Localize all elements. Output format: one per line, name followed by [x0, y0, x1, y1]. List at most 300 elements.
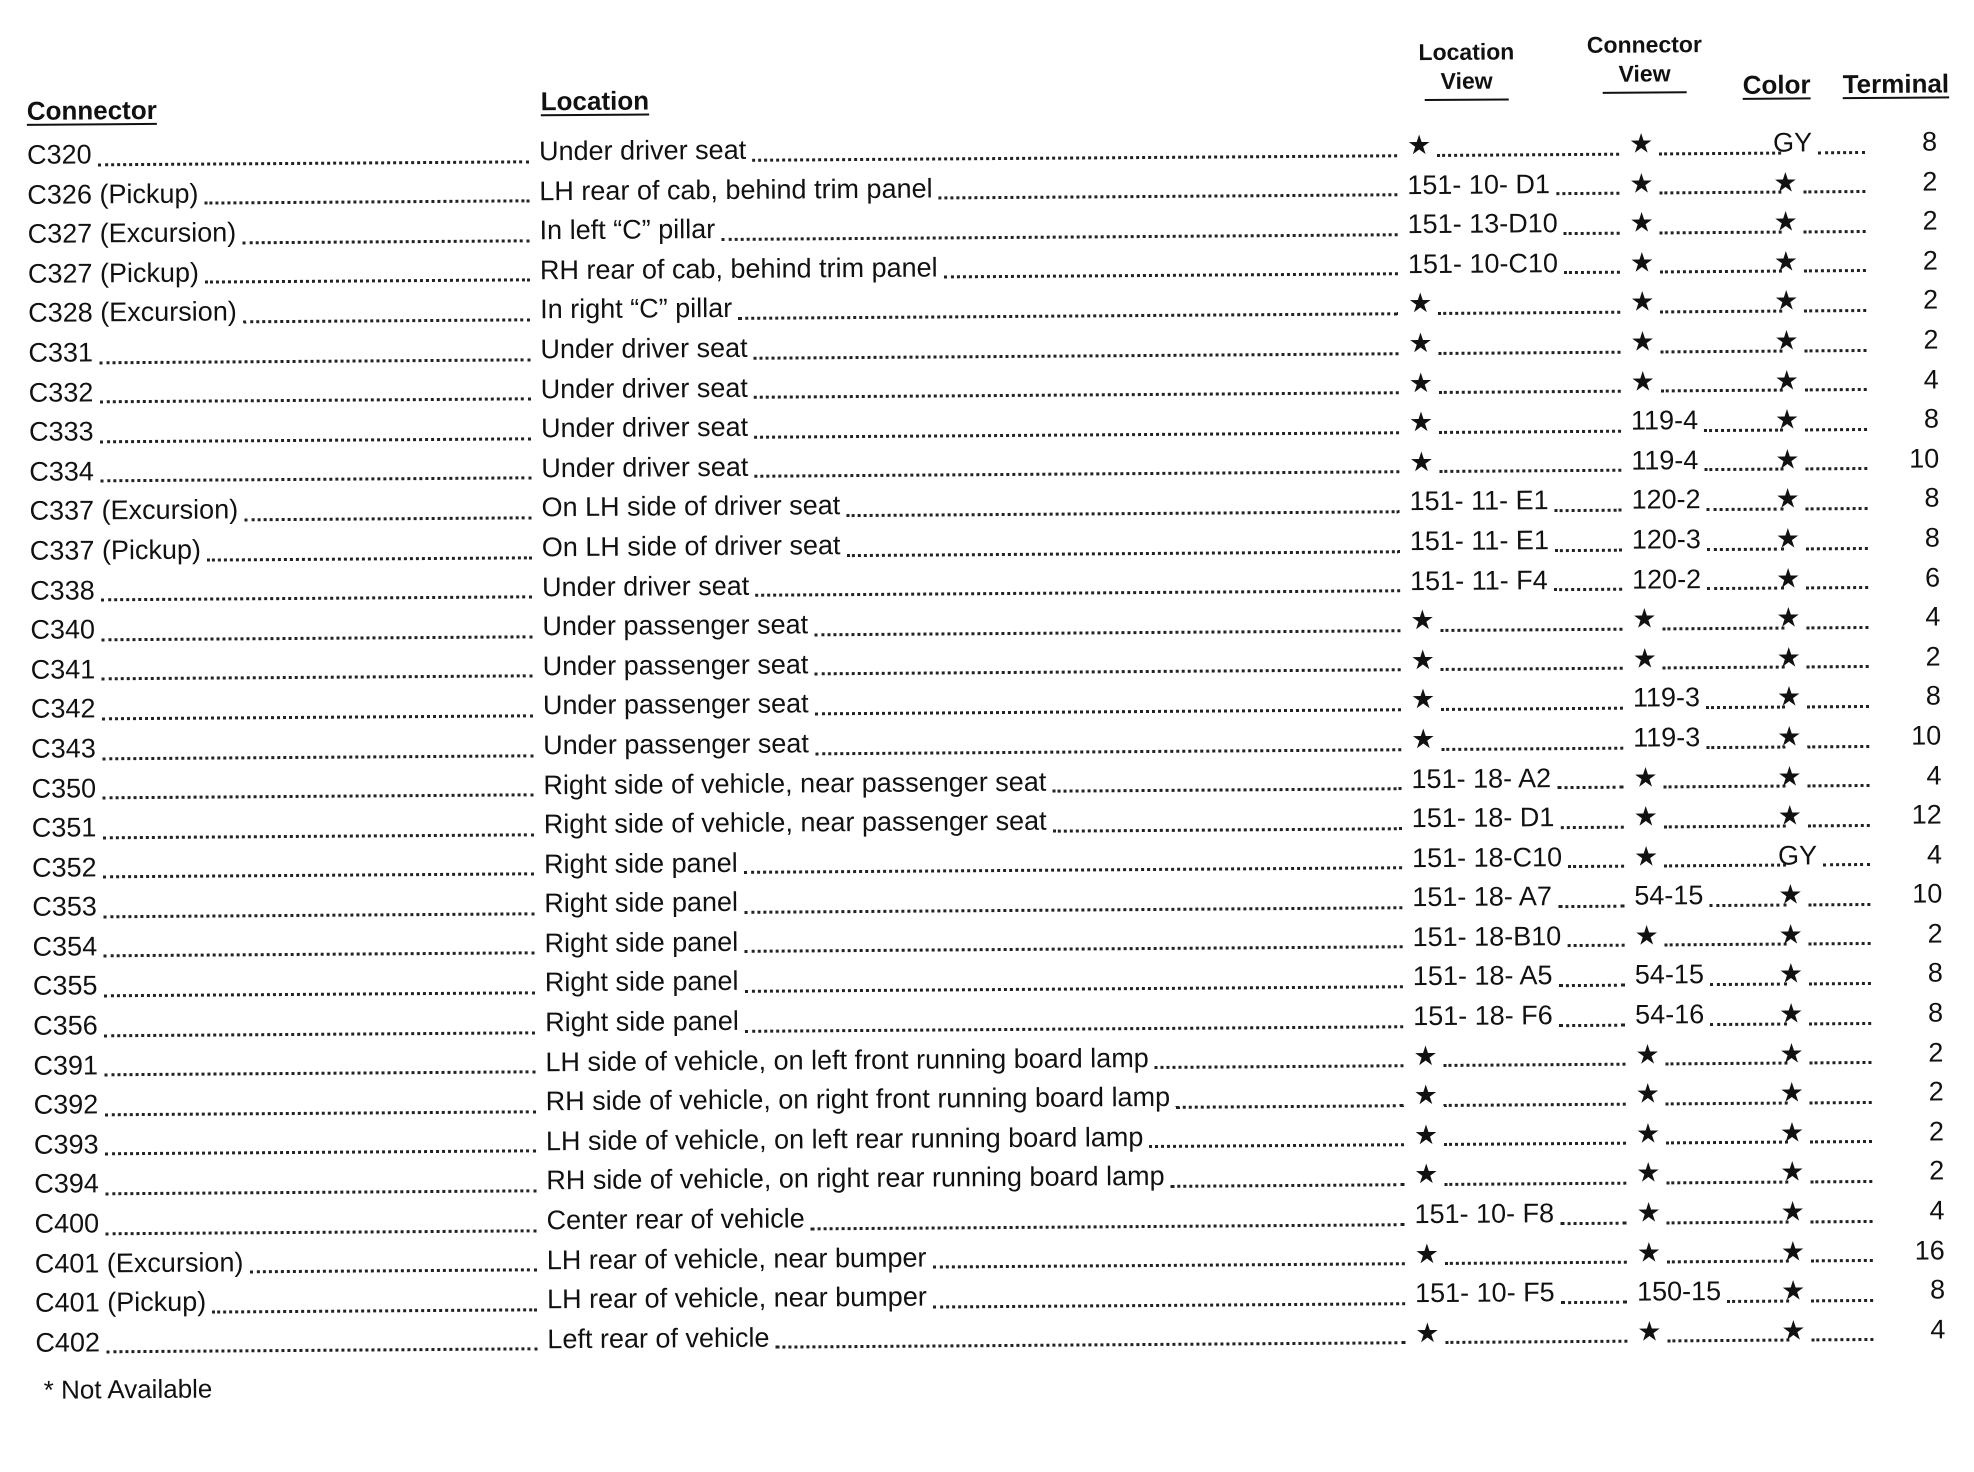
terminal-cell-text: 16 — [1914, 1235, 1945, 1266]
dot-leader — [1818, 139, 1865, 154]
dot-leader — [1437, 140, 1619, 156]
connector-cell — [35, 1241, 545, 1284]
location-cell-text: LH side of vehicle, on left rear running board lamp — [545, 1121, 1144, 1157]
location-cell — [544, 799, 1410, 845]
connector-view-cell-text: 119-3 — [1632, 682, 1701, 713]
location-view-cell — [1407, 204, 1627, 245]
dot-leader — [1661, 337, 1783, 353]
connector-cell — [29, 370, 539, 413]
dot-leader — [1663, 654, 1785, 670]
location-view-cell-text: 151- 18- A5 — [1412, 960, 1553, 992]
location-view-cell-text: 151- 13-D10 — [1407, 208, 1558, 240]
location-cell-text: Right side panel — [544, 887, 739, 919]
dot-leader — [775, 1330, 1405, 1349]
dot-leader — [754, 379, 1399, 399]
dot-leader — [1805, 416, 1867, 431]
connector-cell-text: C338 — [30, 574, 95, 606]
dot-leader — [103, 940, 535, 958]
color-cell — [1774, 242, 1874, 282]
color-cell — [1781, 1232, 1881, 1272]
color-cell — [1779, 954, 1879, 994]
dot-leader — [1810, 1168, 1872, 1183]
dot-leader — [815, 736, 1401, 755]
color-cell — [1775, 360, 1875, 400]
connector-cell — [29, 449, 539, 492]
connector-view-cell-text: ★ — [1633, 801, 1659, 832]
location-cell — [544, 918, 1410, 964]
dot-leader — [814, 617, 1400, 636]
connector-view-cell — [1631, 480, 1791, 521]
connector-view-cell — [1633, 638, 1793, 679]
color-cell-text: ★ — [1778, 879, 1803, 910]
dot-leader — [1707, 535, 1784, 551]
terminal-cell-text: 6 — [1924, 562, 1941, 593]
terminal-cell — [1877, 202, 1937, 242]
header-color: Color — [1742, 69, 1811, 100]
connector-cell — [27, 132, 537, 175]
connector-view-cell — [1637, 1272, 1797, 1313]
location-cell-text: Under driver seat — [538, 134, 747, 167]
dot-leader — [98, 148, 530, 166]
dot-leader — [1660, 218, 1782, 234]
dot-leader — [1805, 376, 1867, 391]
location-cell — [546, 1076, 1412, 1122]
dot-leader — [1438, 299, 1620, 315]
dot-leader — [1807, 653, 1869, 668]
dot-leader — [212, 1296, 537, 1313]
dot-leader — [752, 142, 1397, 162]
connector-cell-text: C350 — [31, 772, 97, 804]
dot-leader — [1560, 813, 1624, 828]
terminal-cell — [1879, 479, 1939, 519]
connector-cell — [29, 409, 539, 452]
color-cell-text: ★ — [1773, 246, 1799, 277]
location-view-cell — [1411, 679, 1631, 720]
location-cell — [547, 1314, 1413, 1360]
terminal-cell — [1883, 1033, 1943, 1073]
connector-cell-text: C354 — [32, 931, 98, 962]
terminal-cell — [1879, 360, 1939, 400]
location-view-cell-text: 151- 11- E1 — [1409, 485, 1549, 517]
location-view-cell-text: ★ — [1408, 288, 1433, 319]
header-location-view-line1: Location — [1418, 38, 1515, 66]
terminal-cell — [1880, 598, 1940, 638]
dot-leader — [1053, 815, 1402, 832]
color-cell-text: ★ — [1775, 562, 1801, 594]
color-cell-text: ★ — [1780, 1236, 1806, 1267]
location-cell — [547, 1235, 1413, 1281]
dot-leader — [1666, 1050, 1788, 1066]
connector-cell-text: C337 (Pickup) — [29, 534, 202, 566]
connector-cell — [34, 1122, 544, 1165]
location-cell — [541, 403, 1407, 449]
location-view-cell-text: ★ — [1406, 130, 1432, 161]
dot-leader — [744, 973, 1402, 993]
connector-view-cell-text: ★ — [1635, 1118, 1661, 1149]
color-cell — [1776, 519, 1876, 559]
terminal-cell — [1885, 1231, 1945, 1271]
connector-view-cell — [1634, 797, 1794, 838]
connector-view-cell — [1629, 124, 1789, 165]
dot-leader — [205, 267, 530, 284]
dot-leader — [1660, 179, 1782, 195]
location-view-cell-text: ★ — [1410, 684, 1436, 715]
terminal-cell — [1881, 677, 1941, 717]
connector-cell-text: C327 (Pickup) — [27, 257, 200, 289]
location-view-cell — [1409, 362, 1629, 403]
dot-leader — [1810, 1089, 1872, 1104]
color-cell-text: ★ — [1774, 285, 1799, 316]
location-cell-text: In left “C” pillar — [539, 214, 716, 246]
connector-view-cell-text: ★ — [1633, 841, 1659, 872]
dot-leader — [1807, 732, 1869, 747]
location-view-cell-text: ★ — [1411, 723, 1436, 755]
dot-leader — [1664, 852, 1786, 868]
connector-cell-text: C332 — [28, 376, 94, 408]
connector-view-cell-text: 150-15 — [1636, 1276, 1722, 1307]
location-cell-text: In right “C” pillar — [540, 293, 733, 325]
connector-view-cell-text: ★ — [1629, 247, 1655, 278]
dot-leader — [738, 300, 1398, 320]
color-cell — [1775, 479, 1875, 519]
dot-leader — [846, 538, 1399, 557]
location-view-cell — [1408, 323, 1628, 364]
dot-leader — [1805, 455, 1867, 470]
color-cell — [1779, 994, 1879, 1034]
color-cell-text: ★ — [1779, 998, 1804, 1029]
connector-view-cell-text: 119-3 — [1633, 722, 1701, 753]
terminal-cell — [1882, 875, 1942, 915]
dot-leader — [1564, 219, 1620, 234]
location-view-cell — [1414, 1114, 1634, 1155]
color-cell-text: ★ — [1774, 325, 1799, 356]
connector-view-cell-text: 120-2 — [1631, 563, 1702, 595]
connector-cell-text: C327 (Excursion) — [27, 217, 237, 249]
dot-leader — [101, 702, 533, 720]
location-view-cell-text: ★ — [1410, 605, 1435, 636]
dot-leader — [1704, 416, 1783, 432]
location-cell-text: On LH side of driver seat — [541, 490, 841, 523]
connector-view-cell-text: ★ — [1629, 168, 1654, 199]
location-cell-text: Under driver seat — [540, 411, 749, 444]
connector-view-cell-text: 54-15 — [1634, 959, 1705, 991]
dot-leader — [1804, 218, 1866, 233]
connector-cell-text: C391 — [33, 1049, 99, 1081]
location-view-cell-text: 151- 10- F5 — [1414, 1277, 1555, 1309]
connector-cell — [32, 924, 542, 967]
connector-view-cell — [1630, 242, 1790, 283]
dot-leader — [105, 1177, 537, 1195]
connector-view-cell-text: ★ — [1633, 761, 1658, 793]
connector-cell-text: C355 — [32, 970, 98, 1002]
dot-leader — [1444, 1091, 1626, 1107]
dot-leader — [1709, 891, 1786, 907]
terminal-cell-text: 10 — [1912, 878, 1943, 909]
location-view-cell-text: 151- 11- F4 — [1409, 564, 1548, 596]
dot-leader — [99, 385, 531, 403]
connector-cell-text: C331 — [28, 337, 94, 368]
dot-leader — [1568, 853, 1624, 868]
dot-leader — [754, 419, 1399, 439]
dot-leader — [249, 1257, 537, 1274]
location-view-cell — [1410, 521, 1630, 562]
dot-leader — [939, 181, 1398, 199]
terminal-cell-text: 2 — [1923, 324, 1939, 355]
terminal-cell-text: 10 — [1909, 443, 1940, 474]
dot-leader — [1809, 970, 1871, 985]
location-cell — [540, 285, 1406, 331]
location-cell-text: Center rear of vehicle — [546, 1203, 805, 1236]
location-view-cell — [1415, 1233, 1635, 1274]
connector-view-cell-text: ★ — [1636, 1157, 1661, 1189]
location-view-cell-text: ★ — [1413, 1080, 1439, 1111]
location-cell — [541, 443, 1407, 489]
dot-leader — [103, 861, 535, 879]
location-cell-text: Right side of vehicle, near passenger seat — [543, 766, 1047, 800]
dot-leader — [1555, 497, 1622, 512]
dot-leader — [1668, 1327, 1790, 1343]
dot-leader — [1663, 614, 1785, 630]
dot-leader — [1564, 259, 1620, 274]
connector-cell — [27, 172, 537, 215]
location-cell — [542, 601, 1408, 647]
terminal-cell-text: 4 — [1929, 1195, 1945, 1226]
location-view-cell — [1408, 283, 1628, 324]
terminal-cell-text: 2 — [1929, 1155, 1945, 1186]
dot-leader — [1807, 693, 1869, 708]
color-cell — [1774, 281, 1874, 321]
location-view-cell — [1408, 243, 1628, 284]
header-location-view — [1406, 37, 1526, 101]
location-cell — [540, 245, 1406, 291]
location-view-cell — [1414, 1194, 1634, 1235]
connector-view-cell — [1636, 1153, 1796, 1194]
dot-leader — [243, 306, 531, 323]
color-cell-text: ★ — [1774, 365, 1800, 396]
location-view-cell-text: 151- 18- A2 — [1411, 762, 1552, 794]
connector-cell-text: C341 — [30, 654, 96, 685]
dot-leader — [1707, 495, 1784, 511]
location-view-cell-text: 151- 18-C10 — [1411, 841, 1563, 873]
terminal-cell — [1884, 1112, 1944, 1152]
color-cell-text: ★ — [1775, 444, 1800, 475]
dot-leader — [933, 1290, 1405, 1308]
header-connector-view-line1: Connector — [1586, 31, 1702, 58]
connector-view-cell — [1636, 1113, 1796, 1154]
dot-leader — [1810, 1049, 1872, 1064]
location-view-cell — [1414, 1154, 1634, 1195]
header-connector: Connector — [26, 94, 157, 126]
location-view-cell — [1412, 877, 1632, 918]
dot-leader — [1661, 377, 1783, 393]
location-cell — [546, 1156, 1412, 1202]
connector-view-cell — [1636, 1074, 1796, 1115]
dot-leader — [1660, 258, 1782, 274]
connector-view-cell — [1633, 678, 1793, 719]
connector-cell — [32, 845, 542, 888]
location-view-cell-text: ★ — [1408, 327, 1433, 359]
dot-leader — [204, 187, 529, 204]
dot-leader — [1805, 337, 1867, 352]
location-view-cell — [1412, 798, 1632, 839]
location-cell — [540, 324, 1406, 370]
dot-leader — [207, 544, 532, 561]
location-cell — [546, 1116, 1412, 1162]
location-view-cell-text: ★ — [1413, 1119, 1439, 1150]
dot-leader — [1664, 812, 1786, 828]
location-cell — [543, 680, 1409, 726]
dot-leader — [104, 1059, 536, 1077]
terminal-cell-text: 4 — [1930, 1314, 1946, 1345]
connector-cell-text: C352 — [31, 852, 97, 883]
connector-view-cell — [1632, 519, 1792, 560]
location-cell-text: Right side panel — [543, 847, 738, 879]
dot-leader — [1707, 575, 1784, 591]
dot-leader — [105, 1138, 537, 1156]
connector-rows — [27, 122, 1966, 1363]
color-cell — [1780, 1152, 1880, 1192]
connector-cell-text: C401 (Pickup) — [34, 1286, 207, 1319]
connector-view-cell-text: ★ — [1629, 207, 1654, 238]
location-cell-text: Under passenger seat — [542, 649, 809, 681]
connector-cell-text: C334 — [29, 456, 94, 487]
connector-cell-text: C401 (Excursion) — [34, 1246, 244, 1279]
connector-view-cell-text: ★ — [1628, 128, 1654, 159]
location-cell-text: LH rear of cab, behind trim panel — [539, 173, 933, 206]
connector-view-cell-text: ★ — [1634, 920, 1659, 951]
terminal-cell-text: 4 — [1926, 759, 1942, 791]
connector-cell — [31, 726, 541, 769]
dot-leader — [1659, 139, 1781, 155]
location-view-cell — [1412, 837, 1632, 878]
terminal-cell-text: 10 — [1911, 720, 1942, 751]
connector-cell — [34, 1201, 544, 1244]
dot-leader — [755, 577, 1400, 597]
dot-leader — [1804, 257, 1866, 272]
color-cell — [1778, 836, 1878, 876]
location-view-cell-text: 151- 10- F8 — [1414, 1198, 1555, 1230]
dot-leader — [1556, 180, 1620, 195]
terminal-cell-text: 8 — [1929, 1274, 1946, 1305]
dot-leader — [99, 346, 531, 364]
location-view-cell — [1407, 164, 1627, 205]
dot-leader — [1811, 1247, 1873, 1262]
dot-leader — [811, 1211, 1405, 1230]
connector-view-cell — [1631, 401, 1791, 442]
terminal-cell-text: 4 — [1925, 601, 1941, 632]
color-cell-text: ★ — [1773, 167, 1798, 198]
connector-cell — [35, 1280, 545, 1323]
color-cell-text: ★ — [1774, 404, 1800, 435]
location-cell-text: Under passenger seat — [542, 688, 809, 721]
dot-leader — [1441, 734, 1623, 750]
connector-cell — [28, 211, 538, 254]
location-cell-text: Under passenger seat — [543, 728, 809, 761]
location-view-cell-text: 151- 10- D1 — [1407, 168, 1551, 200]
terminal-cell-text: 2 — [1928, 1116, 1945, 1147]
connector-cell-text: C343 — [31, 733, 96, 764]
connector-view-cell — [1637, 1232, 1797, 1273]
dot-leader — [1666, 1089, 1788, 1105]
dot-leader — [1812, 1326, 1874, 1341]
connector-cell — [33, 1043, 543, 1086]
terminal-cell — [1882, 835, 1942, 875]
dot-leader — [1666, 1129, 1788, 1145]
dot-leader — [1155, 1052, 1404, 1069]
dot-leader — [815, 696, 1401, 715]
color-cell — [1777, 677, 1877, 717]
connector-view-cell — [1631, 440, 1791, 481]
connector-view-cell-text: 120-2 — [1631, 484, 1701, 515]
dot-leader — [1441, 655, 1623, 671]
location-cell — [544, 878, 1410, 924]
location-view-cell — [1415, 1312, 1635, 1353]
dot-leader — [1439, 457, 1621, 473]
location-cell — [545, 1037, 1411, 1083]
terminal-cell — [1883, 954, 1943, 994]
dot-leader — [1806, 495, 1868, 510]
connector-cell-text: C394 — [34, 1168, 99, 1200]
color-cell — [1781, 1271, 1881, 1311]
color-cell — [1778, 875, 1878, 915]
connector-view-cell-text: 120-3 — [1631, 524, 1701, 555]
terminal-cell-text: 8 — [1927, 997, 1944, 1028]
terminal-cell-text: 2 — [1922, 245, 1938, 276]
connector-view-cell — [1630, 282, 1790, 323]
location-view-cell — [1410, 560, 1630, 601]
dot-leader — [1558, 893, 1624, 908]
terminal-cell-text: 2 — [1925, 641, 1941, 672]
color-cell — [1780, 1192, 1880, 1232]
connector-view-cell — [1635, 995, 1795, 1036]
connector-view-cell-text: ★ — [1636, 1197, 1661, 1228]
location-cell — [547, 1274, 1413, 1320]
color-cell — [1776, 638, 1876, 678]
dot-leader — [1808, 772, 1870, 787]
connector-cell — [28, 251, 538, 294]
location-view-cell — [1413, 1035, 1633, 1076]
dot-leader — [102, 821, 534, 839]
terminal-cell-text: 4 — [1926, 839, 1943, 870]
connector-view-cell-text: ★ — [1632, 603, 1657, 634]
color-cell — [1778, 796, 1878, 836]
dot-leader — [1809, 930, 1871, 945]
terminal-cell-text: 2 — [1923, 284, 1939, 315]
terminal-cell — [1878, 281, 1938, 321]
connector-cell — [34, 1162, 544, 1205]
dot-leader — [1176, 1092, 1404, 1109]
color-cell — [1780, 1073, 1880, 1113]
location-cell-text: LH rear of vehicle, near bumper — [546, 1281, 927, 1315]
connector-view-cell — [1630, 321, 1790, 362]
dot-leader — [1441, 615, 1623, 631]
dot-leader — [1806, 574, 1868, 589]
location-view-cell-text: ★ — [1410, 644, 1435, 675]
terminal-cell-text: 2 — [1928, 1037, 1944, 1068]
header-terminal: Terminal — [1842, 68, 1950, 100]
location-cell-text: RH side of vehicle, on right rear running board lamp — [546, 1161, 1165, 1196]
location-view-cell-text: ★ — [1408, 367, 1434, 398]
header-connector-view — [1574, 30, 1714, 94]
connector-cell — [30, 528, 540, 571]
dot-leader — [1809, 1010, 1871, 1025]
dot-leader — [1710, 971, 1787, 987]
dot-leader — [1804, 297, 1866, 312]
header-location: Location — [540, 85, 650, 117]
terminal-cell-text: 8 — [1925, 680, 1942, 711]
terminal-cell — [1880, 637, 1940, 677]
color-cell-text: ★ — [1779, 1117, 1805, 1148]
